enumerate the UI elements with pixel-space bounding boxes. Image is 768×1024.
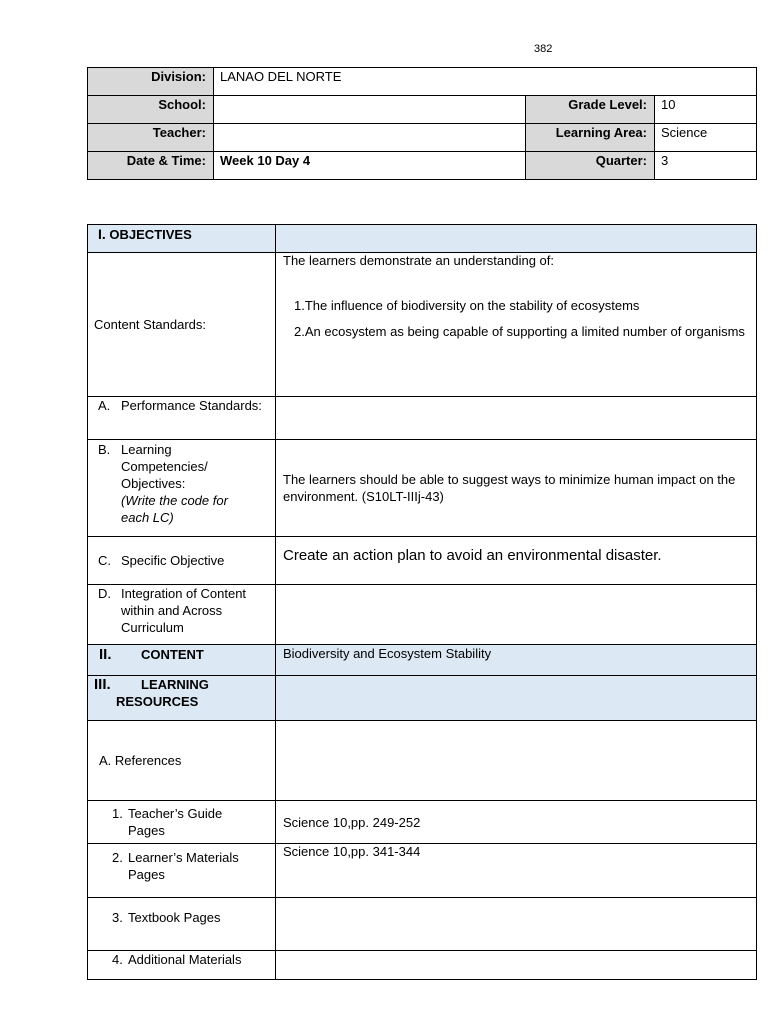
date-time-label: Date & Time: (88, 152, 214, 180)
list-item: 2.An ecosystem as being capable of supporting a limited number of organisms (294, 324, 745, 339)
objectives-heading (88, 225, 276, 253)
division-value[interactable]: LANAO DEL NORTE (214, 68, 757, 96)
division-label: Division: (88, 68, 214, 96)
integration-label-cell (88, 585, 276, 645)
content-value[interactable]: Biodiversity and Ecosystem Stability (276, 645, 757, 676)
references-value (276, 721, 757, 801)
learners-materials-label: Learner’s Materials Pages (128, 850, 239, 882)
date-time-row (88, 152, 757, 180)
integration-label: Integration of Content within and Across Curriculum (121, 586, 247, 635)
competencies-row (88, 440, 757, 537)
competencies-note: (Write the code for each LC) (121, 493, 228, 525)
performance-standards-label: Performance Standards: (121, 398, 262, 413)
performance-standards-value[interactable] (276, 397, 757, 440)
learning-resources-title-line2: RESOURCES (116, 694, 199, 709)
specific-objective-label-cell (88, 537, 276, 585)
additional-materials-value[interactable] (276, 951, 757, 980)
learning-resources-row (88, 676, 757, 721)
specific-objective-row (88, 537, 757, 585)
header-table (87, 67, 757, 180)
textbook-row (88, 898, 757, 951)
school-row (88, 96, 757, 124)
content-title: CONTENT (141, 647, 204, 662)
learning-area-label: Learning Area: (526, 124, 655, 152)
teachers-guide-row (88, 801, 757, 844)
specific-objective-marker: C. (98, 553, 111, 568)
learning-resources-numeral: III. (94, 676, 111, 693)
textbook-label-cell (88, 898, 276, 951)
content-standards-row (88, 253, 757, 397)
learning-resources-heading (88, 676, 276, 721)
content-standards-list (283, 297, 750, 340)
learners-materials-label-cell (88, 844, 276, 898)
content-heading (88, 645, 276, 676)
integration-value[interactable] (276, 585, 757, 645)
teacher-value[interactable] (214, 124, 526, 152)
school-value[interactable] (214, 96, 526, 124)
teachers-guide-marker: 1. (112, 806, 123, 821)
date-time-value[interactable]: Week 10 Day 4 (214, 152, 526, 180)
grade-level-label: Grade Level: (526, 96, 655, 124)
objectives-title: OBJECTIVES (109, 227, 192, 242)
content-row (88, 645, 757, 676)
content-standards-label: Content Standards: (88, 253, 276, 397)
specific-objective-value[interactable]: Create an action plan to avoid an environmental disaster. (276, 537, 757, 585)
learners-materials-marker: 2. (112, 850, 123, 865)
teachers-guide-value[interactable]: Science 10,pp. 249-252 (276, 801, 757, 844)
learning-resources-title-line1: LEARNING (141, 677, 209, 692)
integration-marker: D. (98, 586, 111, 601)
objectives-row (88, 225, 757, 253)
competencies-marker: B. (98, 442, 111, 457)
additional-materials-label-cell (88, 951, 276, 980)
references-row (88, 721, 757, 801)
specific-objective-label: Specific Objective (121, 553, 225, 568)
division-row (88, 68, 757, 96)
lesson-plan-table (87, 224, 757, 980)
teacher-label: Teacher: (88, 124, 214, 152)
textbook-marker: 3. (112, 910, 123, 925)
quarter-label: Quarter: (526, 152, 655, 180)
content-standards-intro: The learners demonstrate an understanding of: (283, 253, 555, 268)
additional-materials-marker: 4. (112, 952, 123, 967)
objectives-value (276, 225, 757, 253)
learning-area-value[interactable]: Science (655, 124, 757, 152)
performance-standards-label-cell (88, 397, 276, 440)
school-label: School: (88, 96, 214, 124)
textbook-value[interactable] (276, 898, 757, 951)
textbook-label: Textbook Pages (128, 910, 221, 925)
teacher-row (88, 124, 757, 152)
competencies-label: Learning Competencies/ Objectives: (121, 442, 208, 491)
content-standards-value (276, 253, 757, 397)
list-item: 1.The influence of biodiversity on the stability of ecosystems (294, 298, 640, 313)
grade-level-value[interactable]: 10 (655, 96, 757, 124)
quarter-value[interactable]: 3 (655, 152, 757, 180)
learners-materials-value[interactable]: Science 10,pp. 341-344 (276, 844, 757, 898)
additional-materials-label: Additional Materials (128, 952, 242, 967)
performance-standards-marker: A. (98, 398, 111, 413)
integration-row (88, 585, 757, 645)
learners-materials-row (88, 844, 757, 898)
performance-standards-row (88, 397, 757, 440)
competencies-value[interactable]: The learners should be able to suggest ways to minimize human impact on the environment. (S10LT-IIIj-43) (276, 440, 757, 537)
objectives-numeral: I. (98, 226, 106, 242)
competencies-label-cell (88, 440, 276, 537)
page-number: 382 (534, 43, 553, 55)
teachers-guide-label: Teacher’s Guide Pages (128, 806, 223, 838)
additional-materials-row (88, 951, 757, 980)
content-numeral: II. (99, 646, 112, 663)
learning-resources-value (276, 676, 757, 721)
references-label: A. References (88, 721, 276, 801)
teachers-guide-label-cell (88, 801, 276, 844)
